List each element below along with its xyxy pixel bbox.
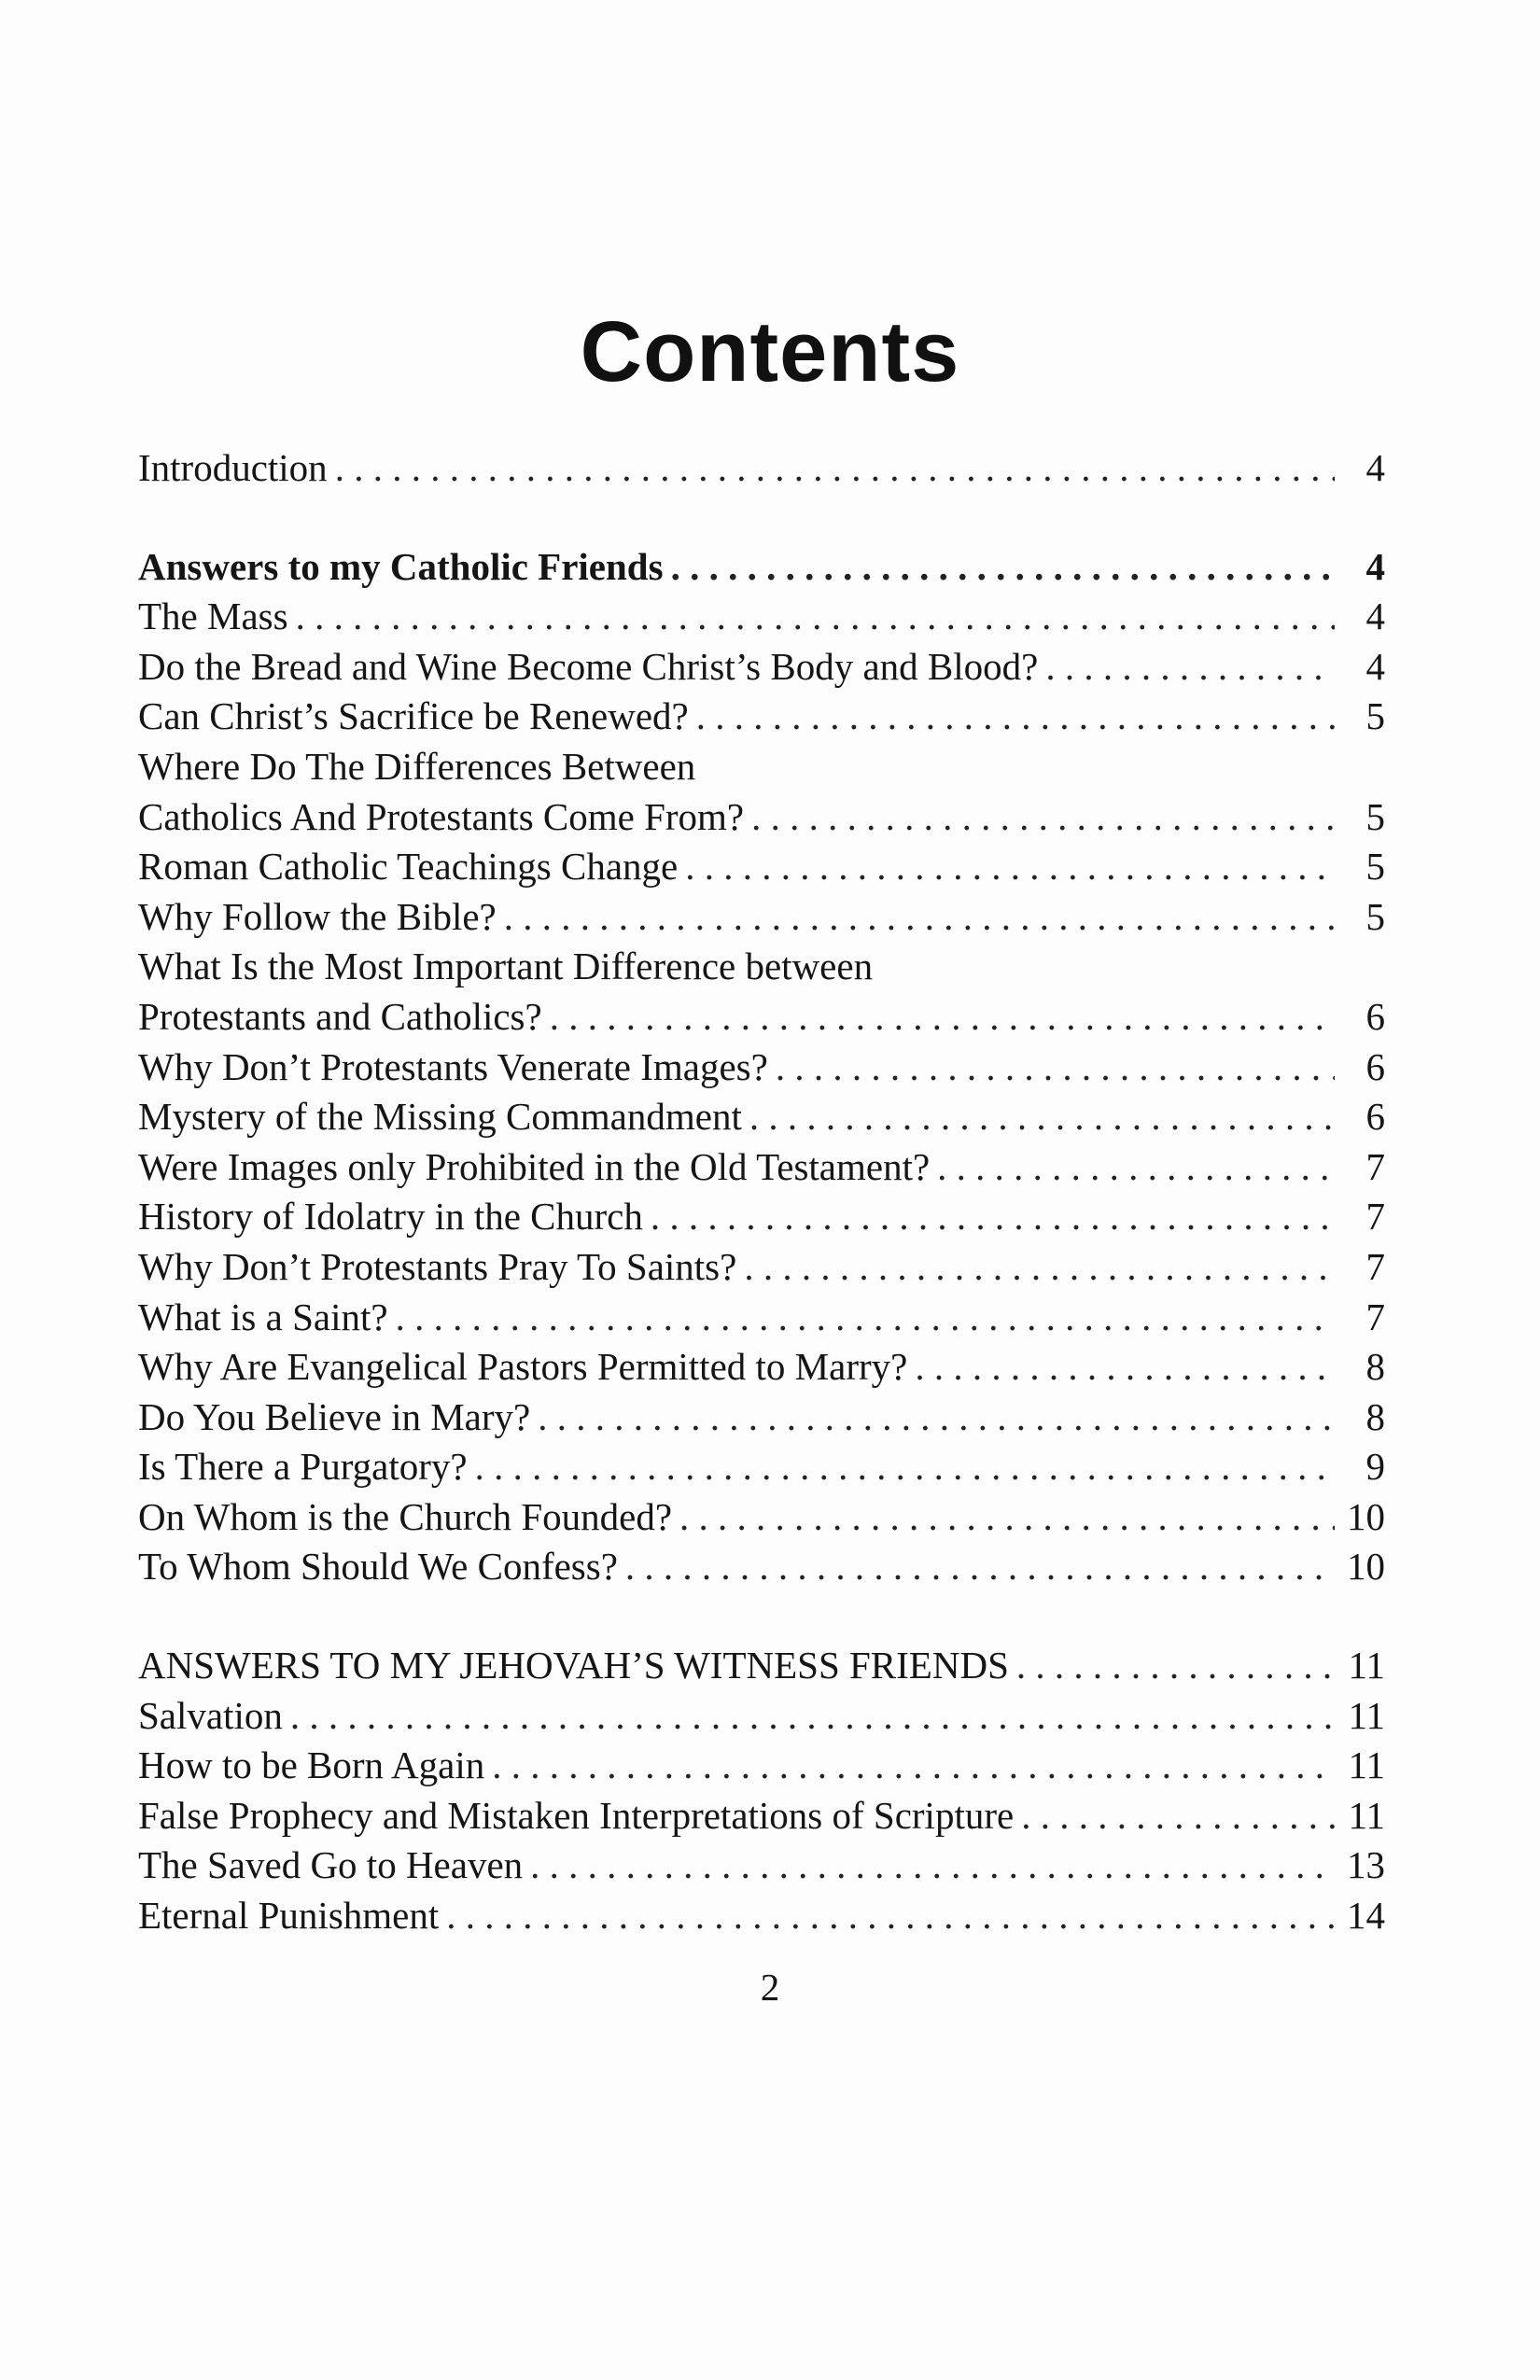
toc-entry[interactable]: [138, 892, 1385, 943]
page-number: 2: [760, 1966, 780, 2009]
toc-entry-title: The Saved Go to Heaven: [138, 1843, 524, 1887]
toc-entry-title: Eternal Punishment: [138, 1894, 440, 1938]
toc-entry[interactable]: [138, 1492, 1385, 1543]
dot-leader: [475, 1442, 1335, 1492]
toc-entry-page: 5: [1365, 794, 1385, 838]
dot-leader: [937, 1142, 1335, 1193]
dot-leader: [530, 1841, 1335, 1891]
toc-entry-title: Why Don’t Protestants Venerate Images?: [138, 1044, 768, 1088]
dot-leader: [749, 1092, 1335, 1142]
dot-leader: [776, 1043, 1335, 1093]
toc-entry-page: 6: [1365, 994, 1385, 1038]
toc-section-catholic[interactable]: [138, 542, 1385, 593]
toc-entry-title: Protestants and Catholics?: [138, 994, 542, 1038]
toc-entry[interactable]: [138, 1791, 1385, 1841]
toc-entry[interactable]: [138, 1043, 1385, 1093]
toc-entry-title: How to be Born Again: [138, 1743, 485, 1787]
toc-entry-title: Why Are Evangelical Pastors Permitted to Marry?: [138, 1345, 908, 1389]
toc-entry-title: Can Christ’s Sacrifice be Renewed?: [138, 694, 689, 738]
toc-entry-page: 4: [1365, 446, 1385, 489]
toc-entry[interactable]: [138, 592, 1385, 642]
toc-entry-page: 7: [1365, 1295, 1385, 1338]
toc-entry-page: 7: [1365, 1244, 1385, 1288]
toc-entry-title: What is a Saint?: [138, 1295, 388, 1338]
page-title: Contents: [580, 304, 960, 399]
dot-leader: [550, 992, 1335, 1043]
toc-entry-page: 10: [1347, 1545, 1385, 1589]
toc-entry-page: 4: [1365, 644, 1385, 688]
toc-entry-page: 8: [1365, 1345, 1385, 1389]
toc-entry[interactable]: [138, 692, 1385, 742]
dot-leader: [696, 692, 1335, 742]
toc-entry[interactable]: [138, 1891, 1385, 1941]
toc-entry[interactable]: [138, 1142, 1385, 1193]
dot-leader: [396, 1293, 1335, 1343]
toc-entry[interactable]: [138, 1841, 1385, 1891]
toc-entry-page: 7: [1365, 1144, 1385, 1188]
toc-entry[interactable]: [138, 742, 1385, 792]
toc-entry-page: 7: [1365, 1195, 1385, 1239]
toc-entry[interactable]: [138, 842, 1385, 892]
toc-entry[interactable]: [138, 1442, 1385, 1492]
toc-entry[interactable]: [138, 1741, 1385, 1791]
toc-entry-page: 9: [1365, 1445, 1385, 1489]
toc-entry-page: 5: [1365, 694, 1385, 738]
dot-leader: [625, 1542, 1335, 1592]
toc-entry-page: 6: [1365, 1095, 1385, 1139]
toc-entry-page: 11: [1348, 1693, 1385, 1737]
toc-entry[interactable]: [138, 942, 1385, 992]
toc-entry-title: Roman Catholic Teachings Change: [138, 845, 679, 889]
dot-leader: [446, 1891, 1335, 1941]
toc-entry-title: Why Follow the Bible?: [138, 894, 497, 938]
toc-section-page: 4: [1365, 544, 1385, 588]
toc-entry[interactable]: [138, 1691, 1385, 1742]
toc-section-title: ANSWERS TO MY JEHOVAH’S WITNESS FRIENDS: [138, 1644, 1009, 1687]
toc-entry-page: 5: [1365, 845, 1385, 889]
toc-entry-page: 11: [1348, 1793, 1385, 1837]
dot-leader: [1016, 1641, 1335, 1691]
toc-entry-title: On Whom is the Church Founded?: [138, 1494, 673, 1538]
toc-section-page: 11: [1348, 1644, 1385, 1687]
toc-entry[interactable]: [138, 992, 1385, 1043]
dot-leader: [915, 1342, 1335, 1393]
toc-entry-title: Were Images only Prohibited in the Old Testament?: [138, 1144, 931, 1188]
toc-entry[interactable]: [138, 1542, 1385, 1592]
toc-entry-title: The Mass: [138, 595, 288, 638]
dot-leader: [492, 1741, 1335, 1791]
toc-entry-title: Do the Bread and Wine Become Christ’s Body and Blood?: [138, 644, 1039, 688]
toc-entry-title: Why Don’t Protestants Pray To Saints?: [138, 1244, 737, 1288]
toc-entry-page: 6: [1365, 1044, 1385, 1088]
toc-section-jw[interactable]: [138, 1641, 1385, 1691]
toc-entry[interactable]: [138, 1393, 1385, 1443]
toc-entry-title: Introduction: [138, 446, 328, 489]
toc-entry-page: 13: [1347, 1843, 1385, 1887]
toc-entry-page: 14: [1347, 1894, 1385, 1938]
toc-entry-title: Do You Believe in Mary?: [138, 1394, 531, 1438]
toc-entry-title: History of Idolatry in the Church: [138, 1195, 643, 1239]
toc-entry-page: 11: [1348, 1743, 1385, 1787]
toc-entry[interactable]: [138, 792, 1385, 843]
toc-entry[interactable]: [138, 1092, 1385, 1142]
dot-leader: [651, 1192, 1335, 1242]
dot-leader: [335, 443, 1335, 494]
dot-leader: [671, 542, 1335, 593]
toc-entry-page: 8: [1365, 1394, 1385, 1438]
toc-entry[interactable]: [138, 1242, 1385, 1293]
dot-leader: [290, 1691, 1335, 1742]
dot-leader: [538, 1393, 1335, 1443]
dot-leader: [296, 592, 1335, 642]
dot-leader: [751, 792, 1335, 843]
toc-entry-title: To Whom Should We Confess?: [138, 1545, 618, 1589]
toc-entry-title: False Prophecy and Mistaken Interpretations of Scripture: [138, 1793, 1015, 1837]
toc-entry[interactable]: [138, 1342, 1385, 1393]
toc-entry-title: Catholics And Protestants Come From?: [138, 794, 745, 838]
dot-leader: [504, 892, 1335, 943]
toc-section-title: Answers to my Catholic Friends: [138, 544, 664, 588]
toc-entry[interactable]: [138, 642, 1385, 693]
toc-entry[interactable]: [138, 1192, 1385, 1242]
dot-leader: [679, 1492, 1335, 1543]
toc-entry-introduction[interactable]: [138, 443, 1385, 494]
toc-entry-title: What Is the Most Important Difference between: [138, 945, 874, 988]
toc-entry-title: Where Do The Differences Between: [138, 744, 696, 788]
toc-entry-title: Mystery of the Missing Commandment: [138, 1095, 742, 1139]
toc-entry[interactable]: [138, 1293, 1385, 1343]
dot-leader: [1021, 1791, 1335, 1841]
table-of-contents: [138, 443, 1385, 1941]
toc-entry-page: 10: [1347, 1494, 1385, 1538]
dot-leader: [1045, 642, 1335, 693]
toc-entry-page: 4: [1365, 595, 1385, 638]
dot-leader: [685, 842, 1335, 892]
toc-entry-title: Salvation: [138, 1693, 283, 1737]
toc-entry-title: Is There a Purgatory?: [138, 1445, 468, 1489]
toc-entry-page: 5: [1365, 894, 1385, 938]
dot-leader: [744, 1242, 1335, 1293]
